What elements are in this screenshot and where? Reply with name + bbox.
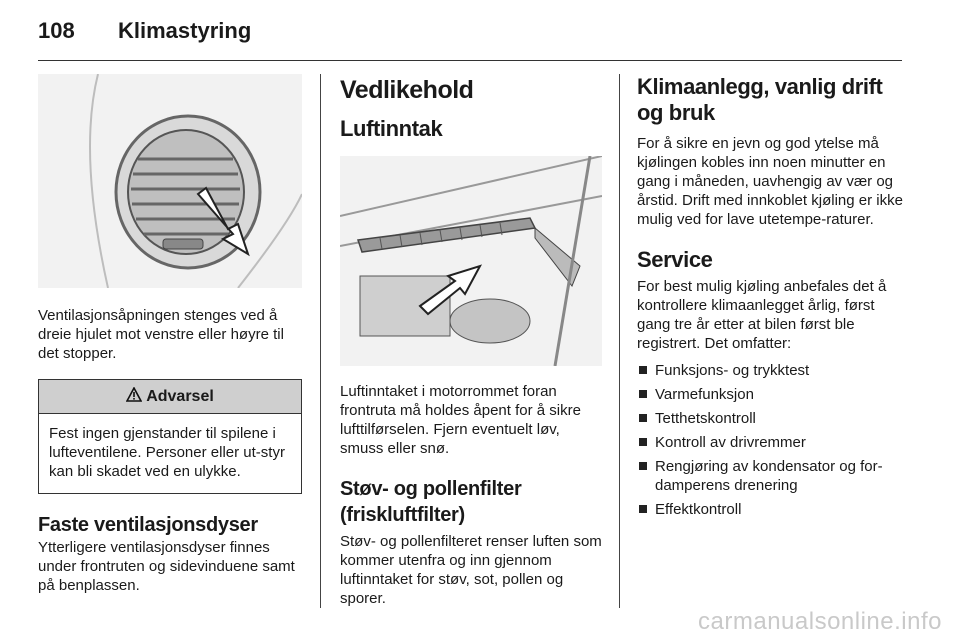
page-number: 108 (38, 18, 75, 43)
warning-title: Advarsel (146, 387, 214, 405)
watermark: carmanualsonline.info (698, 608, 942, 635)
air-intake-heading: Luftinntak (340, 116, 443, 141)
bullet-square-icon (639, 414, 647, 422)
ac-text: For å sikre en jevn og god ytelse må kjølingen kobles inn noen minutter en gang i måneden, uavhengig av vær og årstid. Drift med innkoblet kjøling er ikke mulig ved for lave utetempe-raturer. (637, 135, 903, 228)
service-list (637, 361, 903, 519)
column-divider-2 (619, 74, 620, 608)
list-item: Varmefunksjon (637, 385, 903, 404)
warning-header (39, 380, 301, 414)
page-header (38, 18, 251, 48)
service-text: For best mulig kjøling anbefales det å kontrollere klimaanlegget årlig, først gang tre år etter at bilen først ble registrert. Det omfatter: (637, 278, 887, 352)
service-heading: Service (637, 247, 713, 272)
warning-triangle-icon (126, 387, 142, 407)
list-item: Effektkontroll (637, 500, 903, 519)
warning-box (38, 379, 302, 494)
column-2 (340, 74, 604, 608)
vent-illustration (38, 74, 302, 288)
warning-text: Fest ingen gjenstander til spilene i lufteventilene. Personer eller ut-styr kan bli skadet ved en ulykke. (49, 425, 285, 480)
fixed-vents-text: Ytterligere ventilasjonsdyser finnes under frontruten og sidevinduene samt på benplassen. (38, 539, 295, 594)
air-intake-illustration (340, 156, 602, 366)
filter-heading-line1: Støv- og pollenfilter (340, 478, 522, 500)
bullet-square-icon (639, 390, 647, 398)
column-divider-1 (320, 74, 321, 608)
filter-heading-line2: (friskluftfilter) (340, 504, 465, 526)
list-item: Kontroll av drivremmer (637, 433, 903, 452)
list-item: Tetthetskontroll (637, 409, 903, 428)
list-item: Rengjøring av kondensator og for-damperens drenering (637, 457, 903, 495)
ac-heading: Klimaanlegg, vanlig drift og bruk (637, 74, 883, 125)
fixed-vents-heading: Faste ventilasjonsdyser (38, 514, 258, 536)
bullet-square-icon (639, 505, 647, 513)
header-divider (38, 60, 902, 61)
bullet-square-icon (639, 462, 647, 470)
column-1 (38, 74, 302, 595)
filter-text: Støv- og pollenfilteret renser luften som kommer utenfra og inn gjennom luftinntaket for støv, sot, pollen og sporer. (340, 533, 602, 607)
chapter-title: Klimastyring (118, 18, 252, 43)
air-intake-text: Luftinntaket i motorrommet foran frontruta må holdes åpent for å sikre lufttilførselen. Fjern eventuelt løv, smuss eller snø. (340, 383, 581, 457)
column-3 (637, 74, 903, 524)
bullet-square-icon (639, 366, 647, 374)
vent-caption: Ventilasjonsåpningen stenges ved å dreie hjulet mot venstre eller høyre til det stopper. (38, 307, 284, 362)
bullet-square-icon (639, 438, 647, 446)
maintenance-heading: Vedlikehold (340, 76, 474, 104)
list-item: Funksjons- og trykktest (637, 361, 903, 380)
